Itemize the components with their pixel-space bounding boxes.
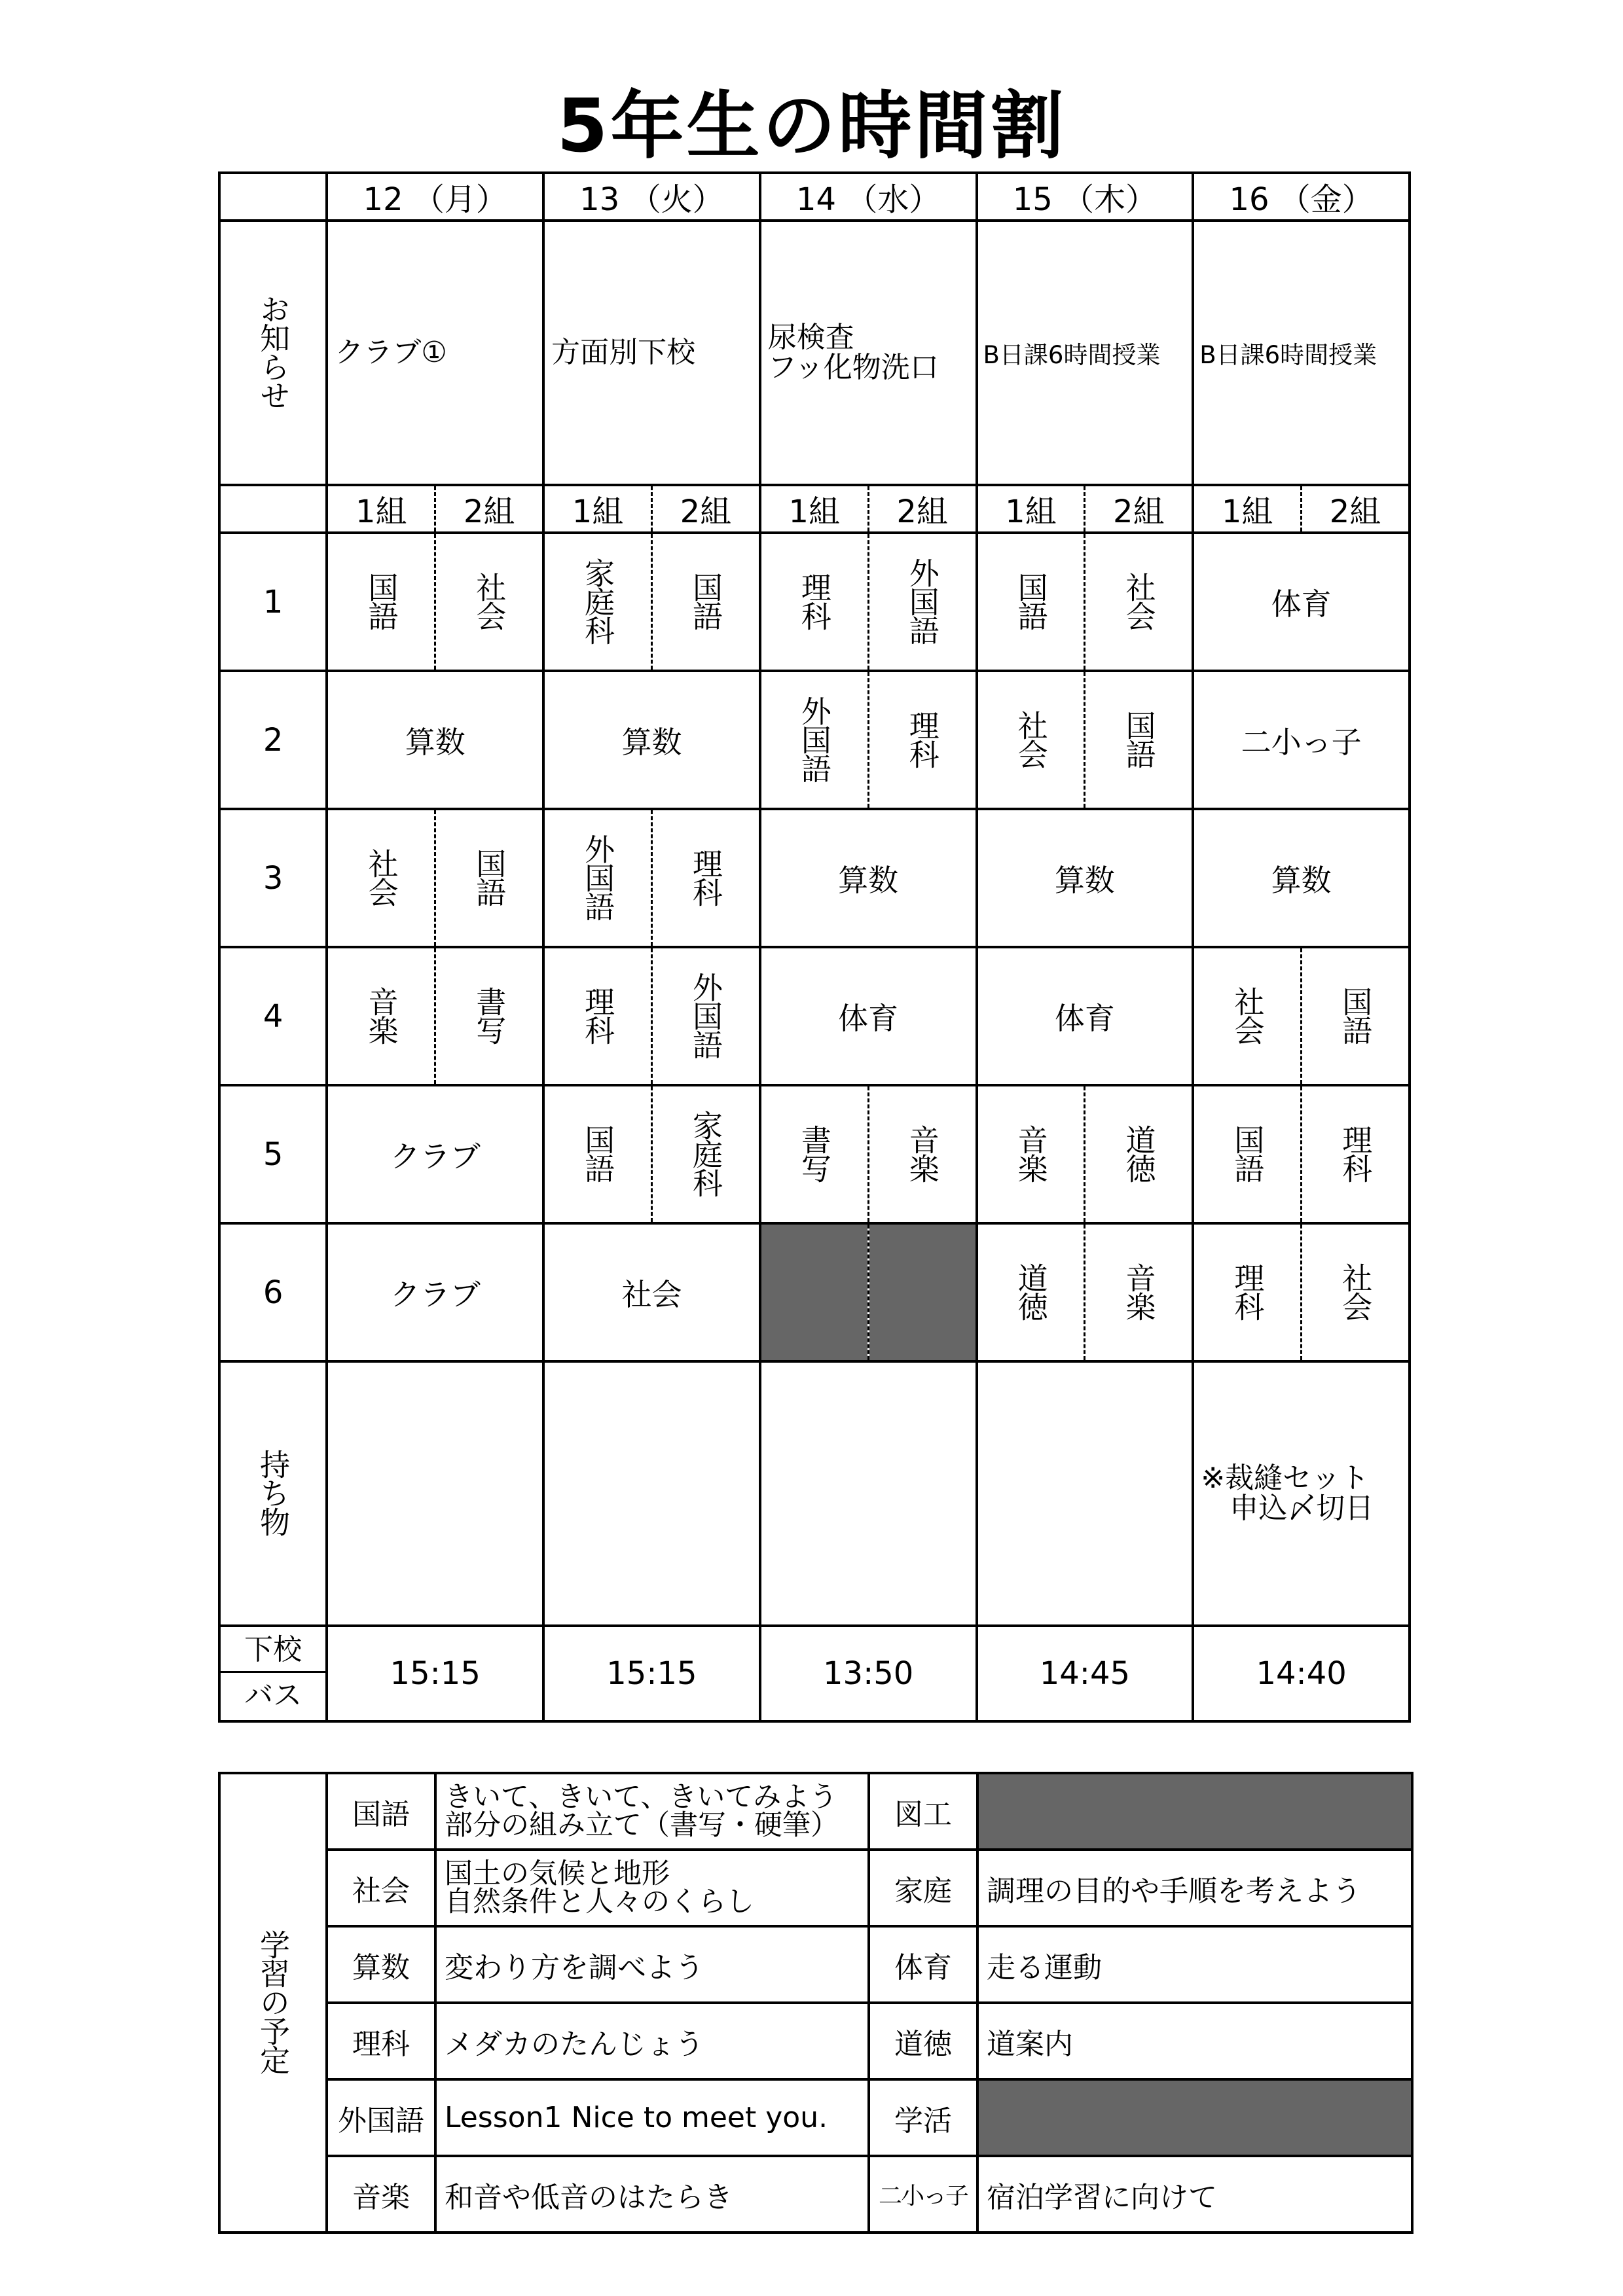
plan-subject: 社会	[327, 1850, 435, 1926]
lesson-cell-merged: 算数	[327, 671, 543, 809]
plan-label: 学習の予定	[255, 1929, 291, 2073]
plan-description-empty	[977, 1773, 1412, 1850]
day-header-thu: 15 （木）	[977, 173, 1194, 221]
lesson-cell	[651, 947, 759, 1085]
class-1-thu: 1組	[977, 485, 1085, 533]
subject-label: 家庭科	[688, 1109, 724, 1196]
period-label: 3	[219, 809, 327, 947]
page-title: 5年生の時間割	[556, 84, 1067, 169]
bus-label: バス	[244, 1678, 302, 1712]
subject-label: 社会	[1230, 986, 1266, 1044]
period-label: 4	[219, 947, 327, 1085]
period-label: 6	[219, 1223, 327, 1361]
plan-description: 走る運動	[977, 1926, 1412, 2003]
items-wed	[760, 1361, 977, 1626]
subject-label: 国語	[688, 571, 724, 630]
lesson-cell	[1302, 1085, 1410, 1223]
lesson-cell-merged: 体育	[977, 947, 1194, 1085]
lesson-cell	[435, 533, 543, 671]
class-1-wed: 1組	[760, 485, 868, 533]
day-header-tue: 13 （火）	[543, 173, 760, 221]
plan-description: 宿泊学習に向けて	[977, 2156, 1412, 2233]
class-2-tue: 2組	[651, 485, 759, 533]
lesson-cell	[760, 671, 868, 809]
plan-description: きいて、きいて、きいてみよう 部分の組み立て（書写・硬筆）	[435, 1773, 869, 1850]
dismissal-time-tue: 15:15	[543, 1626, 760, 1721]
lesson-cell	[543, 1085, 651, 1223]
lesson-cell	[327, 809, 435, 947]
lesson-cell	[1193, 1223, 1301, 1361]
plan-subject: 道徳	[869, 2003, 977, 2079]
lesson-cell	[1193, 1085, 1301, 1223]
plan-subject: 国語	[327, 1773, 435, 1850]
lesson-cell	[651, 533, 759, 671]
lesson-cell	[1085, 671, 1193, 809]
subject-label: 音楽	[1013, 1124, 1049, 1182]
class-1-tue: 1組	[543, 485, 651, 533]
lesson-cell	[1302, 947, 1410, 1085]
class-label-corner	[219, 485, 327, 533]
subject-label: 音楽	[363, 986, 399, 1044]
notice-mon: クラブ①	[327, 221, 543, 485]
subject-label: 社会	[1013, 709, 1049, 768]
class-2-fri: 2組	[1302, 485, 1410, 533]
lesson-cell-merged: 算数	[543, 671, 760, 809]
subject-label: 国語	[471, 848, 507, 906]
dismissal-label-cell	[219, 1626, 327, 1721]
plan-subject: 二小っ子	[869, 2156, 977, 2233]
no-class-cell	[868, 1223, 976, 1361]
lesson-cell	[760, 533, 868, 671]
lesson-cell-merged: 体育	[760, 947, 977, 1085]
lesson-cell	[327, 533, 435, 671]
subject-label: 理科	[688, 848, 724, 906]
lesson-cell	[543, 947, 651, 1085]
subject-label: 理科	[796, 571, 832, 630]
subject-label: 理科	[580, 986, 616, 1044]
lesson-cell	[543, 809, 651, 947]
lesson-cell	[651, 809, 759, 947]
lesson-cell	[977, 671, 1085, 809]
subject-label: 国語	[363, 571, 399, 630]
subject-label: 道徳	[1121, 1124, 1157, 1182]
subject-label: 書写	[471, 986, 507, 1044]
dismissal-label: 下校	[221, 1629, 325, 1673]
plan-subject: 家庭	[869, 1850, 977, 1926]
lesson-cell	[977, 533, 1085, 671]
lesson-cell-merged: 社会	[543, 1223, 760, 1361]
plan-description: メダカのたんじょう	[435, 2003, 869, 2079]
lesson-cell	[543, 533, 651, 671]
subject-label: 社会	[1338, 1262, 1374, 1320]
subject-label: 社会	[363, 848, 399, 906]
lesson-cell	[868, 533, 976, 671]
dismissal-time-thu: 14:45	[977, 1626, 1194, 1721]
lesson-cell-merged: クラブ	[327, 1085, 543, 1223]
subject-label: 理科	[1338, 1124, 1374, 1182]
subject-label: 書写	[796, 1124, 832, 1182]
study-plan-table	[218, 1772, 1413, 2234]
dismissal-time-mon: 15:15	[327, 1626, 543, 1721]
period-label: 2	[219, 671, 327, 809]
class-1-mon: 1組	[327, 485, 435, 533]
plan-description: 変わり方を調べよう	[435, 1926, 869, 2003]
plan-subject: 図工	[869, 1773, 977, 1850]
plan-description: 国土の気候と地形 自然条件と人々のくらし	[435, 1850, 869, 1926]
class-1-fri: 1組	[1193, 485, 1301, 533]
lesson-cell-merged: 算数	[977, 809, 1194, 947]
subject-label: 社会	[471, 571, 507, 630]
lesson-cell-merged: 体育	[1193, 533, 1410, 671]
lesson-cell	[1085, 1223, 1193, 1361]
subject-label: 理科	[1230, 1262, 1266, 1320]
subject-label: 国語	[1338, 986, 1374, 1044]
lesson-cell	[327, 947, 435, 1085]
lesson-cell-merged: 算数	[1193, 809, 1410, 947]
subject-label: 外国語	[796, 695, 832, 782]
items-label: 持ち物	[255, 1449, 291, 1535]
items-thu	[977, 1361, 1194, 1626]
plan-description: Lesson1 Nice to meet you.	[435, 2079, 869, 2156]
class-2-thu: 2組	[1085, 485, 1193, 533]
notice-fri: B日課6時間授業	[1193, 221, 1410, 485]
subject-label: 家庭科	[580, 557, 616, 644]
subject-label: 音楽	[904, 1124, 940, 1182]
plan-description: 道案内	[977, 2003, 1412, 2079]
plan-subject: 学活	[869, 2079, 977, 2156]
subject-label: 理科	[904, 709, 940, 768]
lesson-cell	[651, 1085, 759, 1223]
day-header-wed: 14 （水）	[760, 173, 977, 221]
subject-label: 外国語	[904, 557, 940, 644]
lesson-cell-merged: クラブ	[327, 1223, 543, 1361]
lesson-cell	[1193, 947, 1301, 1085]
no-class-cell	[760, 1223, 868, 1361]
subject-label: 道徳	[1013, 1262, 1049, 1320]
plan-label-cell	[219, 1773, 327, 2233]
class-2-wed: 2組	[868, 485, 976, 533]
plan-subject: 理科	[327, 2003, 435, 2079]
subject-label: 外国語	[580, 833, 616, 920]
lesson-cell	[977, 1085, 1085, 1223]
items-label-cell	[219, 1361, 327, 1626]
plan-subject: 体育	[869, 1926, 977, 2003]
subject-label: 国語	[1230, 1124, 1266, 1182]
plan-subject: 算数	[327, 1926, 435, 2003]
lesson-cell	[1085, 1085, 1193, 1223]
notice-tue: 方面別下校	[543, 221, 760, 485]
lesson-cell	[868, 671, 976, 809]
dismissal-time-wed: 13:50	[760, 1626, 977, 1721]
items-tue	[543, 1361, 760, 1626]
lesson-cell	[977, 1223, 1085, 1361]
lesson-cell	[760, 1085, 868, 1223]
subject-label: 国語	[1013, 571, 1049, 630]
period-label: 5	[219, 1085, 327, 1223]
day-header-mon: 12 （月）	[327, 173, 543, 221]
lesson-cell-merged: 二小っ子	[1193, 671, 1410, 809]
items-mon	[327, 1361, 543, 1626]
dismissal-time-fri: 14:40	[1193, 1626, 1410, 1721]
lesson-cell	[1302, 1223, 1410, 1361]
items-fri	[1193, 1361, 1410, 1626]
subject-label: 音楽	[1121, 1262, 1157, 1320]
items-fri-note: ※裁縫セット 申込〆切日	[1201, 1461, 1374, 1525]
lesson-cell	[435, 947, 543, 1085]
notice-label: お知らせ	[255, 294, 291, 409]
lesson-cell	[435, 809, 543, 947]
plan-description: 和音や低音のはたらき	[435, 2156, 869, 2233]
timetable	[218, 171, 1411, 1723]
subject-label: 社会	[1121, 571, 1157, 630]
period-label: 1	[219, 533, 327, 671]
lesson-cell	[868, 1085, 976, 1223]
plan-subject: 音楽	[327, 2156, 435, 2233]
subject-label: 国語	[1121, 709, 1157, 768]
lesson-cell-merged: 算数	[760, 809, 977, 947]
plan-subject: 外国語	[327, 2079, 435, 2156]
lesson-cell	[1085, 533, 1193, 671]
plan-description: 調理の目的や手順を考えよう	[977, 1850, 1412, 1926]
corner-cell	[219, 173, 327, 221]
notice-wed: 尿検査 フッ化物洗口	[760, 221, 977, 485]
class-2-mon: 2組	[435, 485, 543, 533]
subject-label: 国語	[580, 1124, 616, 1182]
notice-label-cell	[219, 221, 327, 485]
notice-thu: B日課6時間授業	[977, 221, 1194, 485]
day-header-fri: 16 （金）	[1193, 173, 1410, 221]
plan-description-empty	[977, 2079, 1412, 2156]
subject-label: 外国語	[688, 971, 724, 1058]
